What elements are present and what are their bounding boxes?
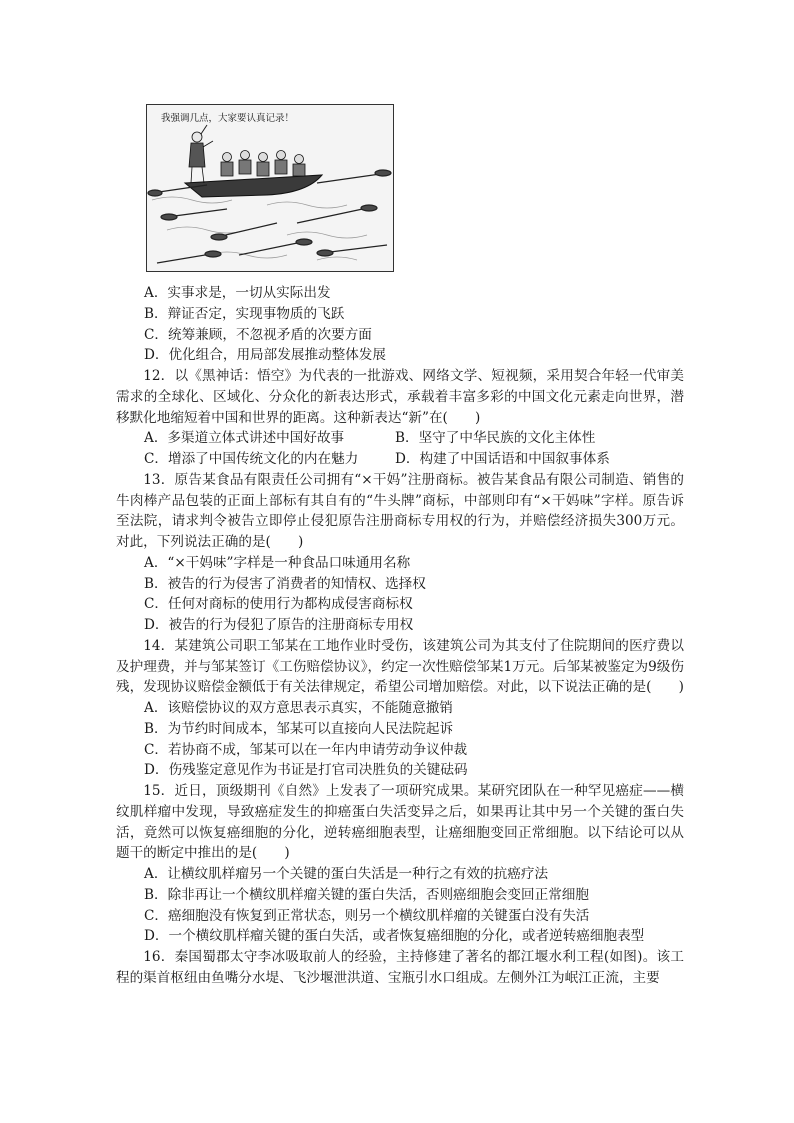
q11-option-b: B．辩证否定，实现事物质的飞跃: [144, 305, 345, 322]
q13-option-a: A．“×干妈味”字样是一种食品口味通用名称: [144, 554, 411, 571]
q15-option-c: C．癌细胞没有恢复到正常状态，则另一个横纹肌样瘤的关键蛋白没有失活: [144, 907, 590, 924]
q12-option-d: D．构建了中国话语和中国叙事体系: [395, 451, 610, 467]
q15-option-a: A．让横纹肌样瘤另一个关键的蛋白失活是一种行之有效的抗癌疗法: [144, 866, 549, 882]
q11-option-c: C．统筹兼顾，不忽视矛盾的次要方面: [144, 326, 372, 343]
q14-option-d: D．伤残鉴定意见作为书证是打官司决胜负的关键砝码: [144, 762, 468, 779]
q15-stem: 15．近日，顶级期刊《自然》上发表了一项研究成果。某研究团队在一种罕见癌症——横纹肌样瘤中发现，导致癌症发生的抑癌蛋白失活变异之后，如果再让其中另一个关键的蛋白失活，竟然可以恢复癌细胞的分化，逆转癌细胞表型，让癌细胞变回正常细胞。以下结论可以从题干的断定中推出的是( ): [116, 783, 684, 862]
q13-option-d: D．被告的行为侵犯了原告的注册商标专用权: [144, 617, 414, 633]
q14-option-a: A．该赔偿协议的双方意思表示真实，不能随意撤销: [144, 700, 453, 716]
standing-figure: [189, 132, 213, 183]
seated-figures: [221, 151, 305, 177]
question-text: [116, 283, 684, 989]
q12-options-row-2: [116, 449, 684, 470]
cartoon-caption: 我强调几点，大家要认真记录！: [161, 113, 295, 124]
q13-option-b: B．被告的行为侵害了消费者的知情权、选择权: [144, 575, 426, 592]
q15-option-d: D．一个横纹肌样瘤关键的蛋白失活，或者恢复癌细胞的分化，或者逆转癌细胞表型: [144, 928, 645, 945]
q11-option-a: A．实事求是，一切从实际出发: [144, 285, 331, 301]
q14-option-b: B．为节约时间成本，邹某可以直接向人民法院起诉: [144, 720, 454, 737]
boat-hull: [185, 175, 322, 197]
cartoon-illustration: [146, 104, 394, 272]
q12-options-row-1: [116, 428, 684, 449]
q13-option-c: C．任何对商标的使用行为都构成侵害商标权: [144, 596, 413, 613]
q12-option-b: B．坚守了中华民族的文化主体性: [395, 430, 596, 447]
q16-stem: 16．秦国蜀郡太守李冰吸取前人的经验，主持修建了著名的都江堰水利工程(如图)。该工程的渠首枢纽由鱼嘴分水堤、飞沙堰泄洪道、宝瓶引水口组成。左侧外江为岷江正流，主要: [116, 949, 684, 986]
q14-stem: 14．某建筑公司职工邹某在工地作业时受伤，该建筑公司为其支付了住院期间的医疗费以及护理费，并与邹某签订《工伤赔偿协议》，约定一次性赔偿邹某1万元。后邹某被鉴定为9级伤残，发现协议赔偿金额低于有关法律规定，希望公司增加赔偿。对此，以下说法正确的是( ): [116, 637, 684, 696]
q12-option-c: C．增添了中国传统文化的内在魅力: [144, 451, 359, 467]
q12-stem: 12．以《黑神话：悟空》为代表的一批游戏、网络文学、短视频，采用契合年轻一代审美需求的全球化、区域化、分众化的新表达形式，承载着丰富多彩的中国文化元素走向世界，潜移默化地缩短着中国和世界的距离。这种新表达“新”在( ): [116, 368, 684, 426]
q11-option-d: D．优化组合，用局部发展推动整体发展: [144, 347, 386, 364]
q14-option-c: C．若协商不成，邹某可以在一年内申请劳动争议仲裁: [144, 741, 468, 758]
cartoon-drawing: [147, 105, 393, 271]
q15-option-b: B．除非再让一个横纹肌样瘤关键的蛋白失活，否则癌细胞会变回正常细胞: [144, 886, 589, 903]
q13-stem: 13．原告某食品有限责任公司拥有“×干妈”注册商标。被告某食品有限公司制造、销售的牛肉棒产品包装的正面上部标有其自有的“牛头牌”商标，中部则印有“×干妈味”字样。原告诉至法院，请求判令被告立即停止侵犯原告注册商标专用权的行为，并赔偿经济损失300万元。对此，下列说法正确的是( ): [116, 471, 684, 550]
q12-option-a: A．多渠道立体式讲述中国好故事: [144, 430, 345, 447]
